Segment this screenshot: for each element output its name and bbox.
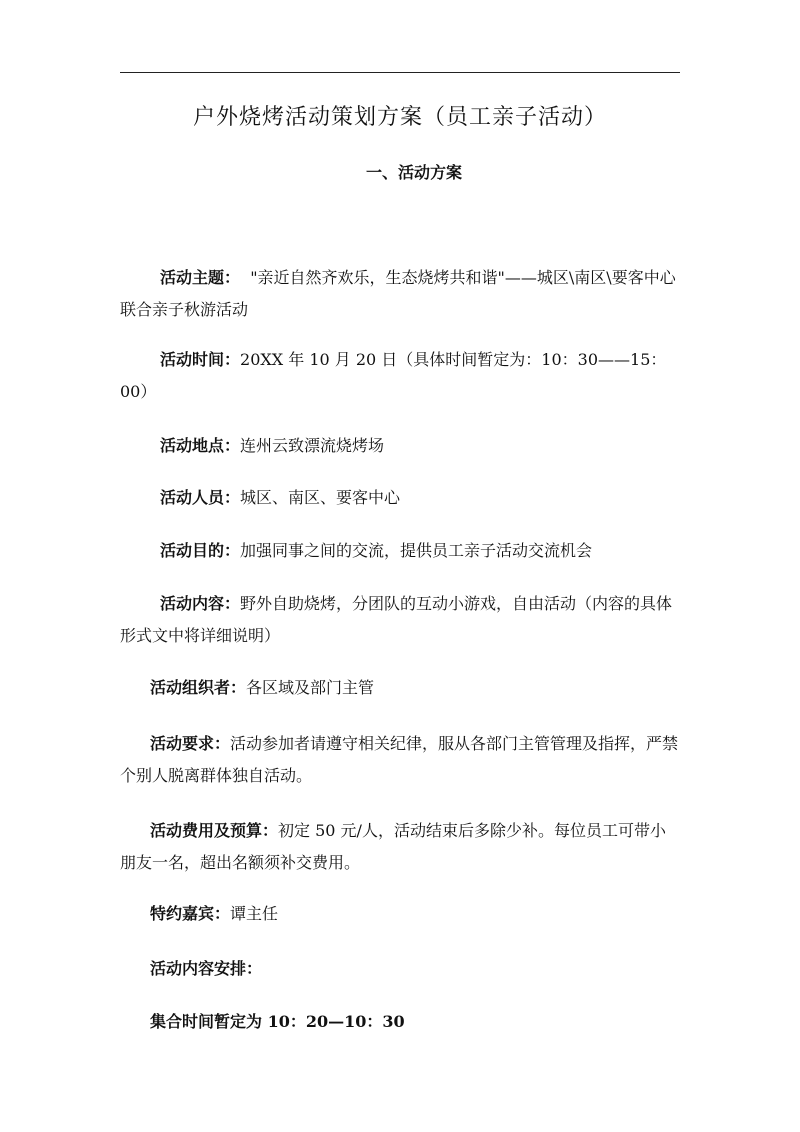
item-guest	[120, 898, 680, 930]
item-schedule	[120, 953, 680, 985]
header-rule	[120, 72, 680, 73]
item-label: 活动人员：	[160, 488, 241, 507]
item-text: 20XX 年 10 月 20 日（具体时间暂定为：10：30——15：00）	[120, 350, 667, 401]
item-label: 集合时间暂定为 10：20—10：30	[150, 1012, 405, 1031]
item-text: 野外自助烧烤，分团队的互动小游戏，自由活动（内容的具体形式文中将详细说明）	[120, 594, 673, 645]
item-text: 城区、南区、要客中心	[240, 488, 401, 507]
item-text: 活动参加者请遵守相关纪律，服从各部门主管管理及指挥，严禁个别人脱离群体独自活动。	[120, 734, 679, 785]
document-title: 户外烧烤活动策划方案（员工亲子活动）	[192, 105, 607, 130]
item-label: 活动内容：	[160, 594, 241, 613]
item-assembly-time	[120, 1006, 680, 1038]
item-participants	[120, 482, 680, 514]
item-text: "亲近自然齐欢乐，生态烧烤共和谐"——城区\南区\要客中心联合亲子秋游活动	[120, 268, 676, 319]
item-requirements	[120, 728, 680, 792]
item-label: 活动要求：	[150, 734, 231, 753]
item-label: 活动主题：	[160, 268, 241, 287]
item-text: 各区域及部门主管	[246, 678, 375, 697]
item-label: 活动时间：	[160, 350, 241, 369]
item-text: 谭主任	[230, 904, 279, 923]
item-time	[120, 344, 680, 408]
item-label: 活动费用及预算：	[150, 821, 279, 840]
item-budget	[120, 815, 680, 879]
item-text: 连州云致漂流烧烤场	[240, 436, 385, 455]
section-heading: 一、活动方案	[366, 163, 463, 182]
item-purpose	[120, 535, 680, 567]
item-label: 活动目的：	[160, 541, 241, 560]
item-label: 特约嘉宾：	[150, 904, 231, 923]
item-content	[120, 588, 680, 652]
item-organizer	[120, 672, 680, 704]
item-label: 活动组织者：	[150, 678, 247, 697]
item-label: 活动内容安排：	[150, 959, 263, 978]
item-text: 加强同事之间的交流，提供员工亲子活动交流机会	[240, 541, 593, 560]
item-text: 初定 50 元/人，活动结束后多除少补。每位员工可带小朋友一名，超出名额须补交费用。	[120, 821, 666, 872]
item-label: 活动地点：	[160, 436, 241, 455]
item-theme	[120, 262, 680, 326]
item-location	[120, 430, 680, 462]
